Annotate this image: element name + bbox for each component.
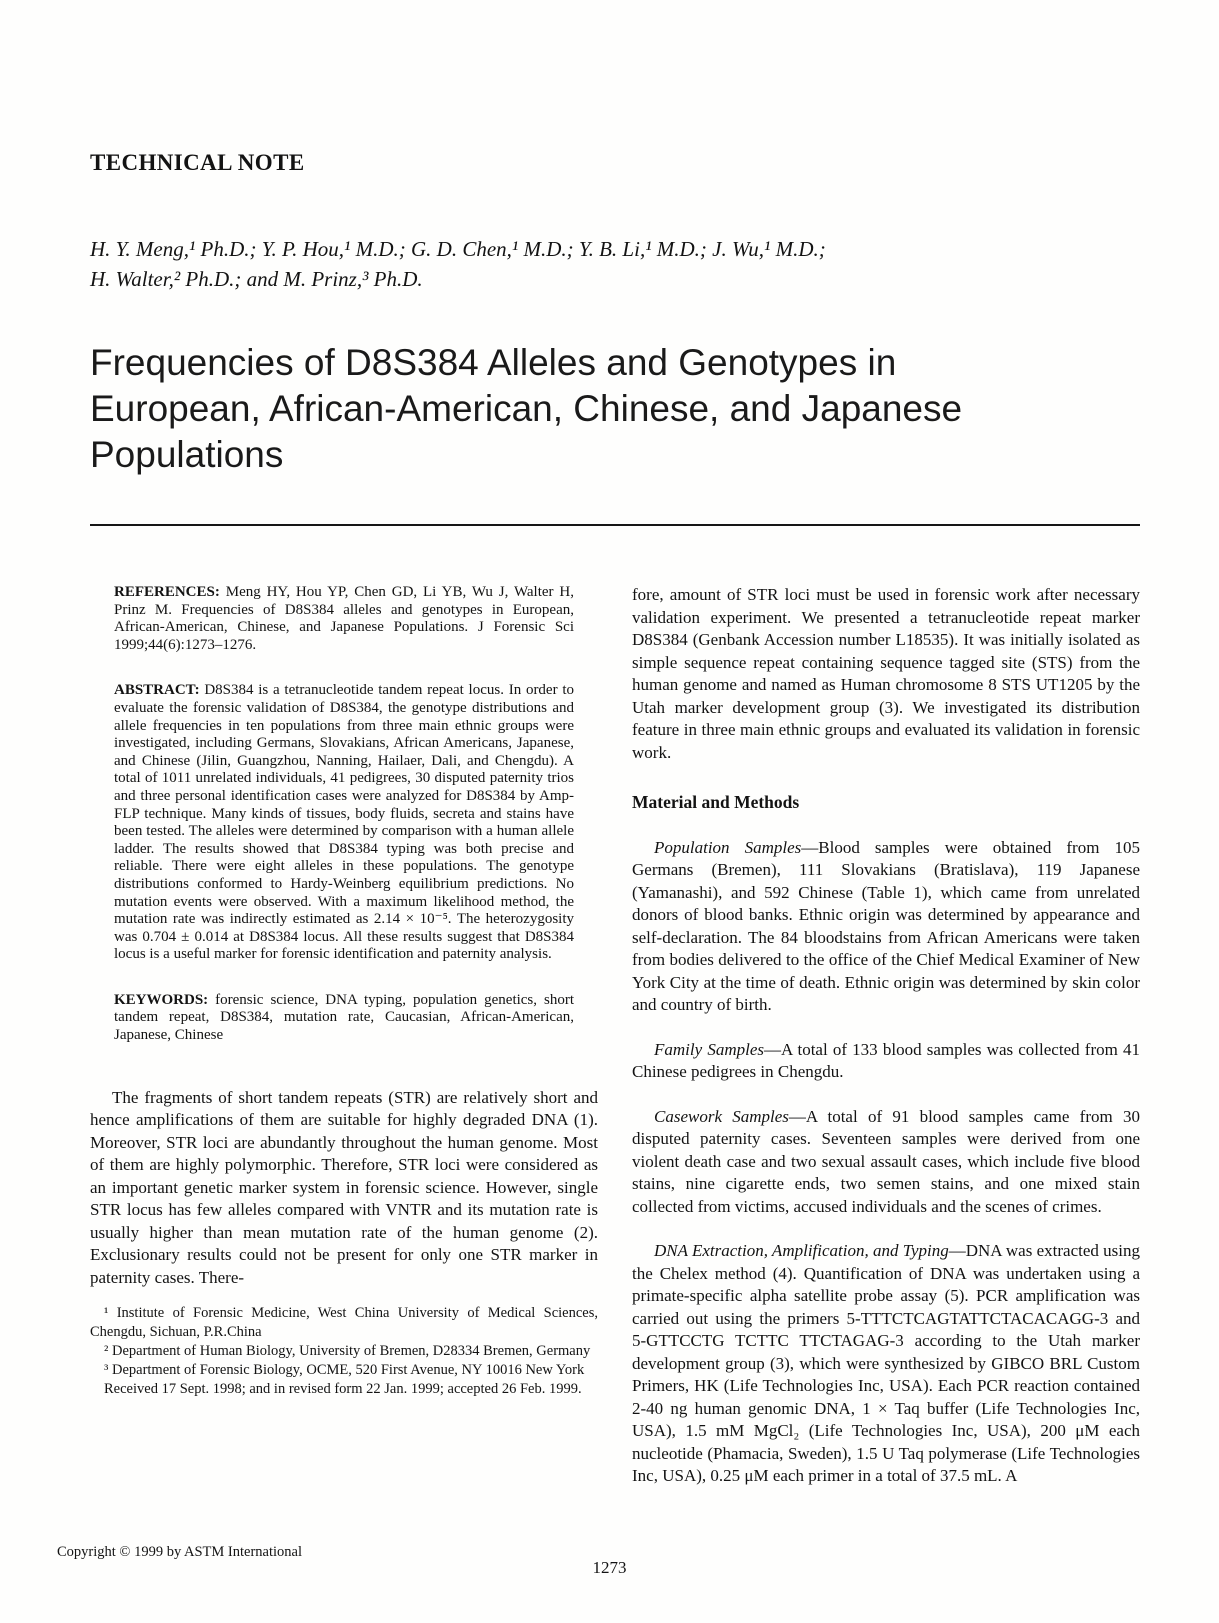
received-dates-note: Received 17 Sept. 1998; and in revised form 22 Jan. 1999; accepted 26 Feb. 1999. bbox=[104, 1381, 582, 1398]
dna-extraction-lead: DNA Extraction, Amplification, and Typing bbox=[654, 1241, 949, 1260]
references-label: REFERENCES: bbox=[114, 584, 220, 600]
population-samples-paragraph bbox=[632, 837, 1140, 1017]
casework-samples-paragraph bbox=[632, 1106, 1140, 1219]
population-samples-lead: Population Samples bbox=[654, 837, 802, 857]
dna-extraction-paragraph bbox=[632, 1240, 1140, 1488]
abstract-text: D8S384 is a tetranucleotide tandem repeat locus. In order to evaluate the forensic validation of D8S384, the genotype distributions and allele frequencies in ten populations from three main ethnic groups were investigated, including Germans, Slovakians, African Americans, Japanese, and Chinese (Jilin, Guangzhou, Nanning, Hailaer, Dali, and Chengdu). A total of 1011 unrelated individuals, 41 pedigrees, 30 disputed paternity trios and three personal identification cases were analyzed for D8S384 by Amp-FLP technique. Many kinds of tissues, body fluids, secreta and stains have been tested. The alleles were determined by comparison with a human allele ladder. The results showed that D8S384 typing was both precise and reliable. There were eight alleles in these populations. The genotype distributions conformed to Hardy-Weinberg equilibrium predictions. No mutation events were observed. With a maximum likelihood method, the mutation rate was indirectly estimated as 2.14 × 10⁻⁵. The heterozygosity was 0.704 ± 0.014 at D8S384 locus. All these results suggest that D8S384 locus is a useful marker for forensic identification and paternity analysis. bbox=[114, 682, 574, 963]
family-samples-lead: Family Samples bbox=[654, 1039, 764, 1059]
author-line-1: H. Y. Meng,¹ Ph.D.; Y. P. Hou,¹ M.D.; G. D. Chen,¹ M.D.; Y. B. Li,¹ M.D.; J. Wu,¹ M.D.; bbox=[90, 237, 826, 261]
article-title: Frequencies of D8S384 Alleles and Genotypes in European, African-American, Chinese, and Japanese Populations bbox=[90, 342, 963, 475]
keywords-text: forensic science, DNA typing, population genetics, short tandem repeat, D8S384, mutation rate, Caucasian, African-American, Japanese, Chinese bbox=[114, 991, 574, 1044]
keywords-block bbox=[114, 992, 574, 1045]
family-samples-text: —A total of 133 blood samples was collected from 41 Chinese pedigrees in Chengdu. bbox=[632, 1039, 1140, 1081]
casework-samples-text: —A total of 91 blood samples came from 30 disputed paternity cases. Seventeen samples were derived from one violent death case and two sexual assault cases, which include five blood stains, nine cigarette ends, two semen stains, and one mixed stain collected from victims, accused individuals and the scenes of crimes. bbox=[632, 1106, 1140, 1216]
continuation-paragraph: fore, amount of STR loci must be used in forensic work after necessary validation experiment. We presented a tetranucleotide repeat marker D8S384 (Genbank Accession number L18535). It was initially isolated as simple sequence repeat containing sequence tagged site (STS) from the human genome and named as Human chromosome 8 STS UT1205 by the Utah marker development group (3). We investigated its distribution feature in three main ethnic groups and evaluated its validation in forensic work. bbox=[632, 585, 1140, 762]
section-kicker: TECHNICAL NOTE bbox=[90, 150, 305, 175]
right-column bbox=[632, 584, 1140, 1488]
copyright-notice: Copyright © 1999 by ASTM International bbox=[57, 1544, 303, 1560]
left-column bbox=[90, 584, 598, 1488]
footnote-affiliation-1: ¹ Institute of Forensic Medicine, West China University of Medical Sciences, Chengdu, Sichuan, P.R.China bbox=[90, 1305, 598, 1341]
population-samples-text: —Blood samples were obtained from 105 Germans (Bremen), 111 Slovakians (Bratislava), 119 Japanese (Yamanashi), and 592 Chinese (Table 1), which came from unrelated donors of blood banks. Ethnic origin was determined by appearance and self-declaration. The 84 bloodstains from African Americans were taken from bodies delivered to the office of the Chief Medical Examiner of New York City at the time of death. Ethnic origin was determined by skin color and country of birth. bbox=[632, 837, 1140, 1014]
family-samples-paragraph bbox=[632, 1039, 1140, 1084]
introduction-paragraph: The fragments of short tandem repeats (STR) are relatively short and hence amplifications of them are suitable for highly degraded DNA (1). Moreover, STR loci are abundantly throughout the human genome. Most of them are highly polymorphic. Therefore, STR loci were considered as an important genetic marker system in forensic science. However, single STR locus has few alleles compared with VNTR and its mutation rate is usually higher than mean mutation rate of the human genome (2). Exclusionary results could not be present for only one STR marker in paternity cases. There- bbox=[90, 1087, 598, 1287]
title-rule bbox=[90, 524, 1140, 526]
keywords-label: KEYWORDS: bbox=[114, 991, 209, 1008]
page-number: 1273 bbox=[592, 1558, 627, 1577]
abstract-label: ABSTRACT: bbox=[114, 682, 200, 699]
references-text: Meng HY, Hou YP, Chen GD, Li YB, Wu J, Walter H, Prinz M. Frequencies of D8S384 alleles and genotypes in European, African-American, Chinese, and Japanese Populations. J Forensic Sci 1999;44(6):1273–1276. bbox=[114, 584, 574, 653]
references-block bbox=[114, 584, 574, 654]
abstract-block bbox=[114, 682, 574, 964]
author-line-2: H. Walter,² Ph.D.; and M. Prinz,³ Ph.D. bbox=[90, 267, 423, 291]
author-line bbox=[90, 234, 1140, 294]
dna-extraction-text: —DNA was extracted using the Chelex method (4). Quantification of DNA was undertaken using a primate-specific alpha satellite probe assay (5). PCR amplification was carried out using the primers 5-TTTCTCAGTATTCTACACAGG-3 and 5-GTTCCTG TCTTC TTCTAGAG-3 according to the Utah marker development group (3), which were synthesized by GIBCO BRL Custom Primers, HK (Life Technologies Inc, USA). Each PCR reaction contained 2-40 ng human genomic DNA, 1 × Taq buffer (Life Technologies Inc, USA), 1.5 mM MgCl₂ (Life Technologies Inc, USA), 200 μM each nucleotide (Phamacia, Sweden), 1.5 U Taq polymerase (Life Technologies Inc, USA), 0.25 μM each primer in a total of 37.5 mL. A bbox=[632, 1241, 1140, 1485]
casework-samples-lead: Casework Samples bbox=[654, 1106, 789, 1126]
materials-methods-heading: Material and Methods bbox=[632, 792, 800, 812]
footnotes-block bbox=[90, 1304, 598, 1399]
footnote-affiliation-2: ² Department of Human Biology, University of Bremen, D28334 Bremen, Germany bbox=[104, 1343, 591, 1360]
footnote-affiliation-3: ³ Department of Forensic Biology, OCME, 520 First Avenue, NY 10016 New York bbox=[104, 1362, 585, 1379]
two-column-body bbox=[90, 584, 1140, 1488]
